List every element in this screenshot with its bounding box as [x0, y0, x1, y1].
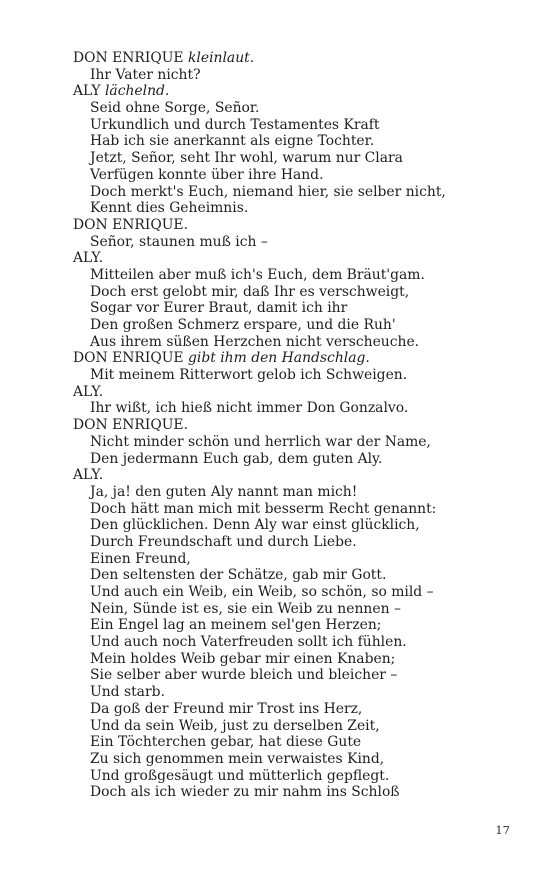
verse-line: Ihr Vater nicht? — [90, 66, 201, 83]
speaker-line — [73, 250, 513, 267]
verse-line: Sie selber aber wurde bleich und bleicher – — [90, 667, 398, 684]
verse-line: Doch erst gelobt mir, daß Ihr es verschweigt, — [90, 283, 410, 300]
verse-line: Seid ohne Sorge, Señor. — [90, 100, 260, 117]
verse-line: Kennt dies Geheimnis. — [90, 200, 249, 217]
stage-direction: gibt ihm den Handschlag. — [188, 350, 370, 367]
verse-line: Urkundlich und durch Testamentes Kraft — [90, 116, 380, 133]
verse-line: Und auch ein Weib, ein Weib, so schön, so mild – — [90, 584, 434, 600]
verse-line: Ihr wißt, ich hieß nicht immer Don Gonzalvo. — [90, 400, 409, 417]
speaker-name: DON ENRIQUE. — [73, 216, 188, 233]
speaker-line — [73, 384, 513, 401]
verse-line: Da goß der Freund mir Trost ins Herz, — [90, 700, 363, 717]
verse-line: Und starb. — [90, 684, 165, 701]
speaker-line — [73, 417, 513, 434]
verse-line: Aus ihrem süßen Herzchen nicht verscheuche. — [90, 333, 420, 350]
speaker-line — [73, 467, 513, 484]
verse-line: Doch hätt man mich mit besserm Recht genannt: — [90, 500, 437, 517]
page-number: 17 — [495, 823, 510, 837]
verse-line: Sogar vor Eurer Braut, damit ich ihr — [90, 300, 348, 317]
verse-line: Durch Freundschaft und durch Liebe. — [90, 533, 357, 550]
speaker-name: ALY. — [73, 250, 104, 267]
verse-line: Mein holdes Weib gebar mir einen Knaben; — [90, 650, 396, 667]
verse-line: Und großgesäugt und mütterlich gepflegt. — [90, 767, 390, 784]
speaker-name: ALY. — [73, 383, 104, 400]
verse-line: Mitteilen aber muß ich's Euch, dem Bräut'gam. — [90, 266, 425, 283]
verse-line: Mit meinem Ritterwort gelob ich Schweigen. — [90, 367, 408, 384]
speaker-name: ALY. — [73, 467, 104, 484]
verse-line: Zu sich genommen mein verwaistes Kind, — [90, 750, 385, 767]
verse-line: Einen Freund, — [90, 550, 191, 567]
verse-line: Verfügen konnte über ihre Hand. — [90, 166, 324, 183]
verse-line: Nein, Sünde ist es, sie ein Weib zu nennen – — [90, 600, 401, 617]
verse-line: Doch als ich wieder zu mir nahm ins Schloß — [90, 784, 400, 801]
speaker-name: ALY — [73, 83, 101, 100]
verse-line: Und auch noch Vaterfreuden sollt ich fühlen. — [90, 634, 407, 651]
speaker-line — [73, 83, 513, 100]
stage-direction: kleinlaut. — [188, 50, 255, 66]
verse-line: Ja, ja! den guten Aly nannt man mich! — [90, 483, 358, 500]
verse-line: Nicht minder schön und herrlich war der Name, — [90, 433, 431, 450]
speaker-name: DON ENRIQUE — [73, 350, 184, 367]
verse-line: Jetzt, Señor, seht Ihr wohl, warum nur Clara — [90, 150, 403, 167]
verse-line: Den jedermann Euch gab, dem guten Aly. — [90, 450, 383, 467]
verse-line: Doch merkt's Euch, niemand hier, sie selber nicht, — [90, 183, 446, 200]
speaker-line — [73, 217, 513, 234]
play-text — [73, 50, 513, 801]
speaker-name: DON ENRIQUE. — [73, 417, 188, 434]
speaker-name: DON ENRIQUE — [73, 50, 184, 66]
verse-line: Den großen Schmerz erspare, und die Ruh' — [90, 317, 396, 333]
speaker-line — [73, 350, 513, 367]
verse-line: Den seltensten der Schätze, gab mir Gott. — [90, 567, 387, 584]
stage-direction: lächelnd. — [104, 83, 170, 100]
verse-line: Señor, staunen muß ich – — [90, 233, 268, 250]
verse-line: Hab ich sie anerkannt als eigne Tochter. — [90, 133, 375, 150]
speaker-line — [73, 50, 513, 67]
verse-line: Den glücklichen. Denn Aly war einst glücklich, — [90, 517, 420, 534]
verse-line: Ein Töchterchen gebar, hat diese Gute — [90, 734, 362, 751]
verse-line: Ein Engel lag an meinem sel'gen Herzen; — [90, 617, 382, 634]
verse-line: Und da sein Weib, just zu derselben Zeit, — [90, 717, 380, 734]
